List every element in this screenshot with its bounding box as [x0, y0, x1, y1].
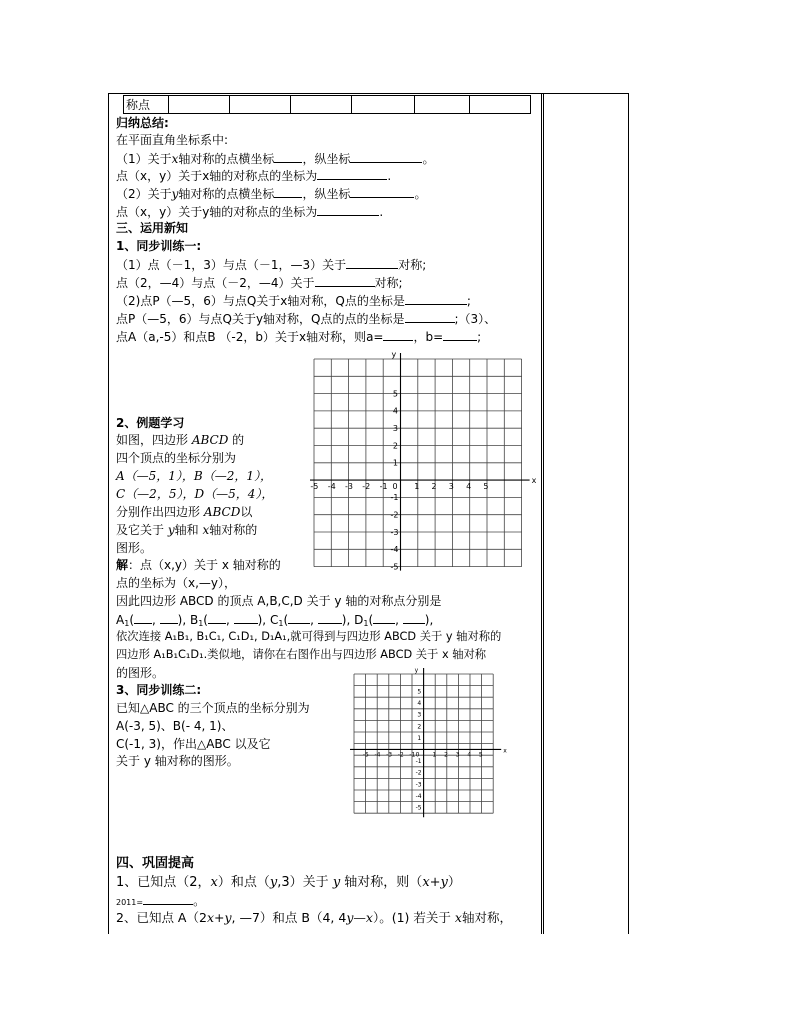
example-line: 及它关于 y轴和 x轴对称的: [116, 523, 258, 537]
summary-title: 归纳总结:: [116, 116, 169, 130]
y-tick-label: 1: [392, 458, 398, 468]
section4-q1-cont: 2011= 。: [116, 894, 206, 908]
blank[interactable]: [288, 612, 310, 624]
y-tick-label: -5: [415, 804, 422, 812]
table-cell: [169, 96, 230, 114]
right-column: [541, 93, 629, 934]
blank[interactable]: [350, 186, 414, 198]
x-tick-label: 2: [431, 482, 437, 492]
table-cell: [415, 96, 470, 114]
train1-q4: 点P（—5，6）与点Q关于y轴对称，Q点的点的坐标是 ;（3）、: [116, 312, 497, 326]
solution-answers: $A_1$( , ), $B_1$( , ), $C_1$( , ), $D_1$( , ),: [116, 613, 434, 628]
blank[interactable]: [318, 612, 342, 624]
y-tick-label: -1: [390, 493, 399, 503]
blank[interactable]: [134, 612, 152, 624]
x-tick-label: -5: [310, 482, 319, 492]
y-tick-label: -2: [390, 510, 399, 520]
y-tick-label: 3: [417, 711, 422, 719]
blank[interactable]: [208, 612, 226, 624]
train1-q1: （1）点（－1，3）与点（－1，—3）关于 对称;: [116, 258, 427, 272]
example-line: 四个顶点的坐标分别为: [116, 451, 237, 465]
x-tick-label: -5: [362, 751, 369, 759]
summary-line-4: 点（x，y）关于y轴的对称点的坐标为 .: [116, 205, 384, 219]
example-line: 如图，四边形 ABCD 的: [116, 433, 245, 447]
train1-q2: 点（2，—4）与点（－2，—4）关于 对称;: [116, 276, 403, 290]
y-tick-label: -3: [415, 781, 422, 789]
example-line: 图形。: [116, 541, 153, 555]
blank[interactable]: [274, 186, 302, 198]
y-tick-label: 1: [417, 734, 422, 742]
blank[interactable]: [274, 151, 302, 163]
y-tick-label: -2: [415, 769, 422, 777]
y-tick-label: 2: [417, 723, 422, 731]
blank[interactable]: [403, 612, 425, 624]
section4-q2: 2、已知点 A（2x+y, —7）和点 B（4, 4y—x）。(1) 若关于 x轴对称，: [116, 910, 512, 925]
solution-line: 依次连接 A₁B₁, B₁C₁, C₁D₁, D₁A₁,就可得到与四边形 ABCD 关于 y 轴对称的: [116, 630, 502, 643]
section-4-title: 四、巩固提高: [116, 856, 195, 871]
symmetry-table: [123, 95, 531, 114]
y-tick-label: 4: [392, 406, 398, 416]
x-tick-label: 4: [466, 482, 472, 492]
y-tick-label: -4: [390, 545, 399, 555]
section4-q1: 1、已知点（2，x）和点（y,3）关于 y 轴对称，则（x+y）: [116, 875, 461, 890]
x-tick-label: -1: [409, 751, 416, 759]
solution-line: 四边形 A₁B₁C₁D₁.类似地，请你在右图作出与四边形 ABCD 关于 x 轴对称: [116, 648, 487, 661]
blank[interactable]: [405, 293, 467, 305]
blank[interactable]: [405, 311, 455, 323]
summary-line-3: （2）关于y轴对称的点横坐标 ，纵坐标 。: [116, 187, 427, 201]
y-tick-label: -1: [415, 758, 422, 766]
x-tick-label: 2: [444, 751, 448, 759]
x-tick-label: -2: [362, 482, 371, 492]
table-cell: [470, 96, 531, 114]
x-axis-label: x: [503, 747, 507, 755]
x-axis-label: x: [531, 476, 537, 486]
coordinate-grid-2: [350, 668, 520, 814]
x-tick-label: 5: [483, 482, 489, 492]
y-tick-label: -5: [390, 562, 399, 572]
coordinate-grid-1: [310, 345, 537, 572]
train1-title: 1、同步训练一:: [116, 239, 202, 253]
y-axis-label: y: [391, 350, 397, 359]
y-tick-label: 5: [417, 688, 422, 696]
train2-line: 关于 y 轴对称的图形。: [116, 754, 239, 768]
table-cell: [291, 96, 352, 114]
train1-q5: 点A（a,-5）和点B （-2，b）关于x轴对称，则a= ，b= ;: [116, 330, 482, 344]
y-tick-label: 2: [392, 441, 398, 451]
blank[interactable]: [350, 151, 422, 163]
summary-line-1: （1）关于x轴对称的点横坐标 ，纵坐标 。: [116, 152, 435, 166]
x-tick-label: 1: [414, 482, 420, 492]
solution-line: 因此四边形 ABCD 的顶点 A,B,C,D 关于 y 轴的对称点分别是: [116, 594, 442, 608]
table-row: [124, 96, 531, 114]
y-axis-label: y: [414, 667, 419, 674]
y-tick-label: -4: [415, 792, 422, 800]
x-tick-label: -4: [374, 751, 381, 759]
blank[interactable]: [443, 329, 477, 341]
x-tick-label: -3: [345, 482, 353, 492]
y-tick-label: -3: [390, 527, 399, 537]
y-tick-label: 3: [392, 424, 398, 433]
blank[interactable]: [315, 275, 375, 287]
example-line: A（—5，1），B（—2，1），: [116, 469, 273, 483]
blank[interactable]: [317, 204, 379, 216]
blank[interactable]: [143, 893, 193, 905]
x-tick-label: 5: [478, 751, 483, 759]
train2-line: A(-3, 5)、B(- 4, 1)、: [116, 719, 234, 733]
x-tick-label: 3: [455, 751, 460, 759]
x-tick-label: -1: [379, 482, 388, 492]
table-cell: [352, 96, 415, 114]
x-tick-label: 3: [448, 482, 454, 492]
y-tick-label: 4: [417, 700, 422, 708]
x-tick-label: -4: [327, 482, 336, 492]
blank[interactable]: [317, 168, 387, 180]
y-tick-label: 5: [392, 389, 398, 399]
table-cell-label: 称点: [124, 96, 169, 114]
example-title: 2、例题学习: [116, 416, 185, 430]
table-cell: [230, 96, 291, 114]
blank[interactable]: [160, 612, 178, 624]
blank[interactable]: [346, 257, 398, 269]
train2-title: 3、同步训练二:: [116, 683, 202, 697]
example-line: 分别作出四边形 ABCD以: [116, 505, 253, 519]
blank[interactable]: [383, 329, 413, 341]
solution-line: 的图形。: [116, 666, 165, 680]
origin-label: 0: [392, 482, 398, 492]
train2-line: 已知△ABC 的三个顶点的坐标分别为: [116, 701, 310, 715]
origin-label: 0: [415, 751, 420, 759]
x-tick-label: -3: [386, 751, 393, 759]
section-3-title: 三、运用新知: [116, 221, 189, 235]
train1-q3: （2)点P（—5，6）与点Q关于x轴对称，Q点的坐标是 ;: [116, 294, 471, 308]
blank[interactable]: [373, 612, 395, 624]
x-tick-label: -2: [397, 751, 404, 759]
x-tick-label: 4: [467, 751, 472, 759]
blank[interactable]: [234, 612, 258, 624]
solution-line: 点的坐标为（x,—y），: [116, 576, 237, 590]
train2-line: C(-1, 3)，作出△ABC 以及它: [116, 737, 271, 751]
example-line: C（—2，5），D（—5，4），: [116, 487, 274, 501]
x-tick-label: 1: [432, 751, 437, 759]
summary-intro: 在平面直角坐标系中:: [116, 133, 229, 147]
summary-line-2: 点（x，y）关于x轴的对称点的坐标为 .: [116, 169, 392, 183]
solution-line: 解：点（x,y）关于 x 轴对称的: [116, 558, 281, 572]
